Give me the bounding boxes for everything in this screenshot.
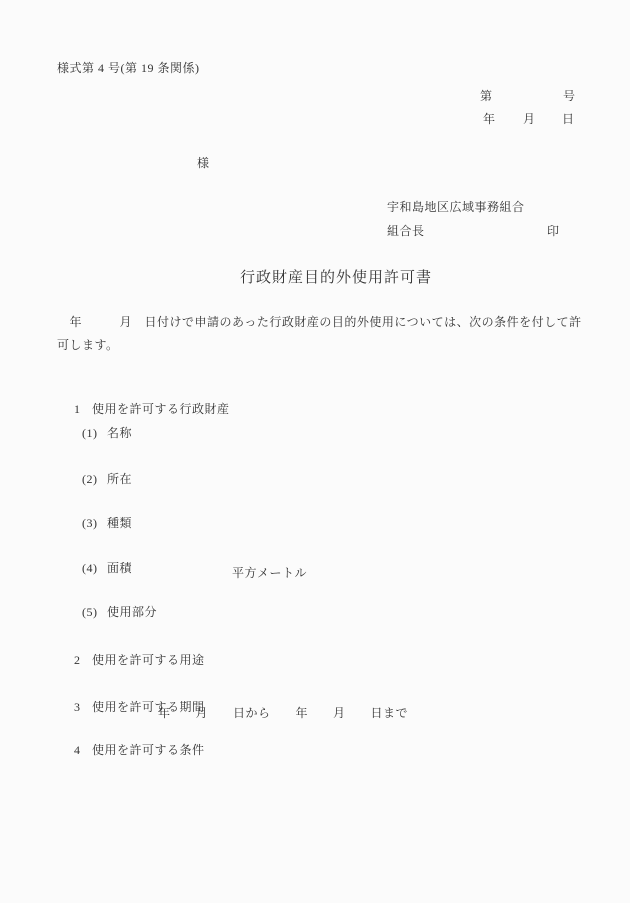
section-4 (60, 728, 205, 757)
section-2-number: 2 (74, 653, 81, 667)
sub-item-used-part (68, 590, 158, 619)
section-2 (60, 638, 205, 667)
section-3-number: 3 (74, 700, 81, 714)
section-2-title: 使用を許可する用途 (92, 653, 205, 667)
sub-item-type-number: (3) (82, 516, 98, 530)
issuer-org-name: 宇和島地区広域事務組合 (387, 200, 525, 214)
section-1 (60, 387, 230, 416)
area-unit-label: 平方メートル (232, 566, 308, 580)
sub-item-type (68, 501, 133, 530)
sub-item-area-label: 面積 (107, 561, 133, 575)
seal-mark: 印 (547, 224, 560, 238)
sub-item-used-part-label: 使用部分 (107, 605, 158, 619)
date-year-label: 年 (483, 112, 496, 126)
document-title: 行政財産目的外使用許可書 (240, 270, 433, 286)
sub-item-location (68, 457, 133, 486)
sub-item-name-label: 名称 (107, 426, 133, 440)
sub-item-type-label: 種類 (107, 516, 133, 530)
body-paragraph-line-2: 可します。 (57, 338, 119, 352)
sub-item-location-number: (2) (82, 472, 98, 486)
sub-item-area (68, 546, 133, 575)
date-month-label: 月 (523, 112, 536, 126)
sub-item-name (68, 411, 133, 440)
date-day-label: 日 (562, 112, 575, 126)
sub-item-location-label: 所在 (107, 472, 133, 486)
section-4-title: 使用を許可する条件 (92, 743, 205, 757)
doc-number-prefix: 第 (480, 89, 493, 103)
period-blank-line: 年 月 日から 年 月 日まで (158, 706, 409, 720)
section-4-number: 4 (74, 743, 81, 757)
section-3-title: 使用を許可する期間 (92, 700, 205, 714)
sub-item-name-number: (1) (82, 426, 98, 440)
sub-item-area-number: (4) (82, 561, 98, 575)
doc-number-suffix: 号 (563, 89, 576, 103)
section-1-number: 1 (74, 402, 81, 416)
form-number: 様式第 4 号(第 19 条関係) (57, 61, 200, 75)
section-3 (60, 685, 205, 714)
section-1-title: 使用を許可する行政財産 (92, 402, 230, 416)
addressee-honorific: 様 (197, 156, 210, 170)
issuer-title: 組合長 (387, 224, 425, 238)
sub-item-used-part-number: (5) (82, 605, 98, 619)
body-paragraph-line-1: 年 月 日付けで申請のあった行政財産の目的外使用については、次の条件を付して許 (57, 315, 582, 329)
